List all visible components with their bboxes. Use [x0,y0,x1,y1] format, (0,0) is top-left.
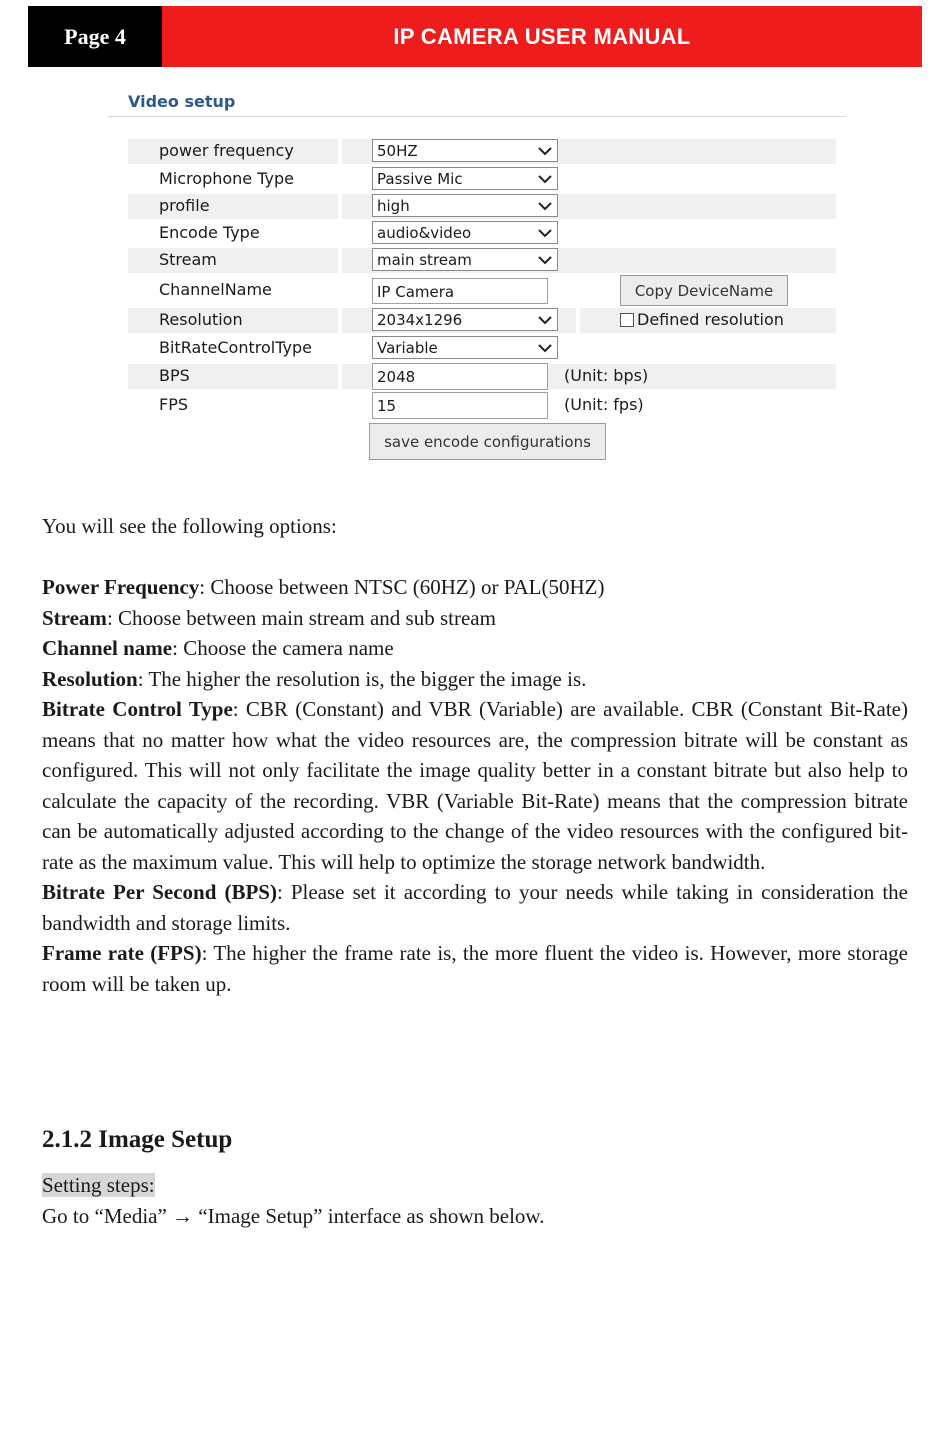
option-term: Bitrate Control Type [42,697,233,721]
row-fps [128,393,836,418]
option-power-frequency [42,572,908,603]
option-text: : Choose the camera name [172,636,394,660]
row-bitrate-control-type [128,336,836,361]
option-term: Channel name [42,636,173,660]
resolution-select[interactable] [372,308,558,331]
option-text: : Choose between main stream and sub stream [106,605,496,630]
power-frequency-select[interactable] [372,139,558,162]
channel-name-input[interactable] [372,278,548,304]
defined-resolution-checkbox[interactable] [620,310,784,329]
panel-title: Video setup [128,92,236,111]
option-text: : CBR (Constant) and VBR (Variable) are available. CBR (Constant Bit-Rate) means that no matter how what the video resources are, the compression bitrate will be constant as configured. This will not only facilitate the image quality better in a constant bitrate but also help to calculate the capacity of the recording. VBR (Variable Bit-Rate) means that the compression bitrate can be automatically adjusted according to the change of the video resources with the configured bit-rate as the maximum value. This will help to optimize the storage network bandwidth. [42,697,908,874]
row-resolution [128,308,836,333]
option-term: Resolution [42,666,138,691]
row-label: BPS [159,366,190,385]
select-value: high [377,197,410,215]
chevron-down-icon [537,312,553,328]
option-fps [42,938,908,999]
intro-text: You will see the following options: [42,514,337,538]
row-channel-name [128,278,836,303]
option-channel-name [42,633,908,664]
row-label: Microphone Type [159,169,294,188]
option-text: : Please set it according to your needs while taking in consideration the bandwidth and storage limits. [42,880,908,935]
manual-title: IP CAMERA USER MANUAL [162,6,922,67]
row-label: power frequency [159,141,294,160]
select-value: 2034x1296 [377,311,463,329]
input-value: 2048 [377,368,416,386]
input-value: 15 [377,397,397,415]
row-encode-type [128,221,836,246]
setting-steps [42,1170,908,1231]
row-label: Encode Type [159,223,260,242]
microphone-type-select[interactable] [372,167,558,190]
fps-input[interactable] [372,392,548,419]
row-stream [128,248,836,273]
option-text: : The higher the frame rate is, the more fluent the video is. However, more storage room will be taken up. [42,941,908,996]
encode-type-select[interactable] [372,221,558,244]
row-profile [128,194,836,219]
chevron-down-icon [537,340,553,356]
panel-divider [108,116,846,117]
option-text: : The higher the resolution is, the bigger the image is. [137,666,587,691]
row-power-frequency [128,139,836,164]
checkbox-box[interactable] [620,313,634,327]
option-term: Power Frequency [42,575,200,599]
row-label: Stream [159,250,217,269]
fps-unit: (Unit: fps) [564,395,644,414]
chevron-down-icon [537,171,553,187]
select-value: audio&video [377,224,472,242]
bitrate-control-type-select[interactable] [372,336,558,359]
row-label: ChannelName [159,280,272,299]
steps-text: Go to “Media” → “Image Setup” interface as shown below. [42,1203,545,1228]
row-label: profile [159,196,210,215]
video-setup-panel [108,86,848,472]
chevron-down-icon [537,143,553,159]
option-bitrate-control-type [42,694,908,877]
option-term: Bitrate Per Second (BPS) [42,880,277,904]
row-bps [128,364,836,389]
option-resolution [42,664,908,695]
save-encode-configurations-button[interactable]: save encode configurations [369,423,606,460]
row-label: Resolution [159,310,243,329]
option-term: Frame rate (FPS) [42,941,202,965]
page-number: Page 4 [28,6,162,67]
stream-select[interactable] [372,248,558,271]
select-value: Variable [377,339,438,357]
copy-device-name-button[interactable]: Copy DeviceName [620,275,788,306]
row-label: BitRateControlType [159,338,312,357]
option-term: Stream [42,605,107,630]
input-value: IP Camera [377,283,455,301]
option-text: : Choose between NTSC (60HZ) or PAL(50HZ) [199,575,605,599]
bps-input[interactable] [372,363,548,390]
option-stream [42,603,908,634]
page-header [28,6,922,67]
select-value: main stream [377,251,472,269]
row-label: FPS [159,395,189,414]
steps-label: Setting steps: [42,1173,155,1197]
option-bps [42,877,908,938]
select-value: Passive Mic [377,170,463,188]
row-microphone-type [128,167,836,192]
section-heading: 2.1.2 Image Setup [42,1126,233,1153]
chevron-down-icon [537,198,553,214]
select-value: 50HZ [377,142,418,160]
chevron-down-icon [537,225,553,241]
checkbox-label: Defined resolution [637,310,784,329]
bps-unit: (Unit: bps) [564,366,649,385]
options-list [42,572,908,999]
chevron-down-icon [537,252,553,268]
profile-select[interactable] [372,194,558,217]
